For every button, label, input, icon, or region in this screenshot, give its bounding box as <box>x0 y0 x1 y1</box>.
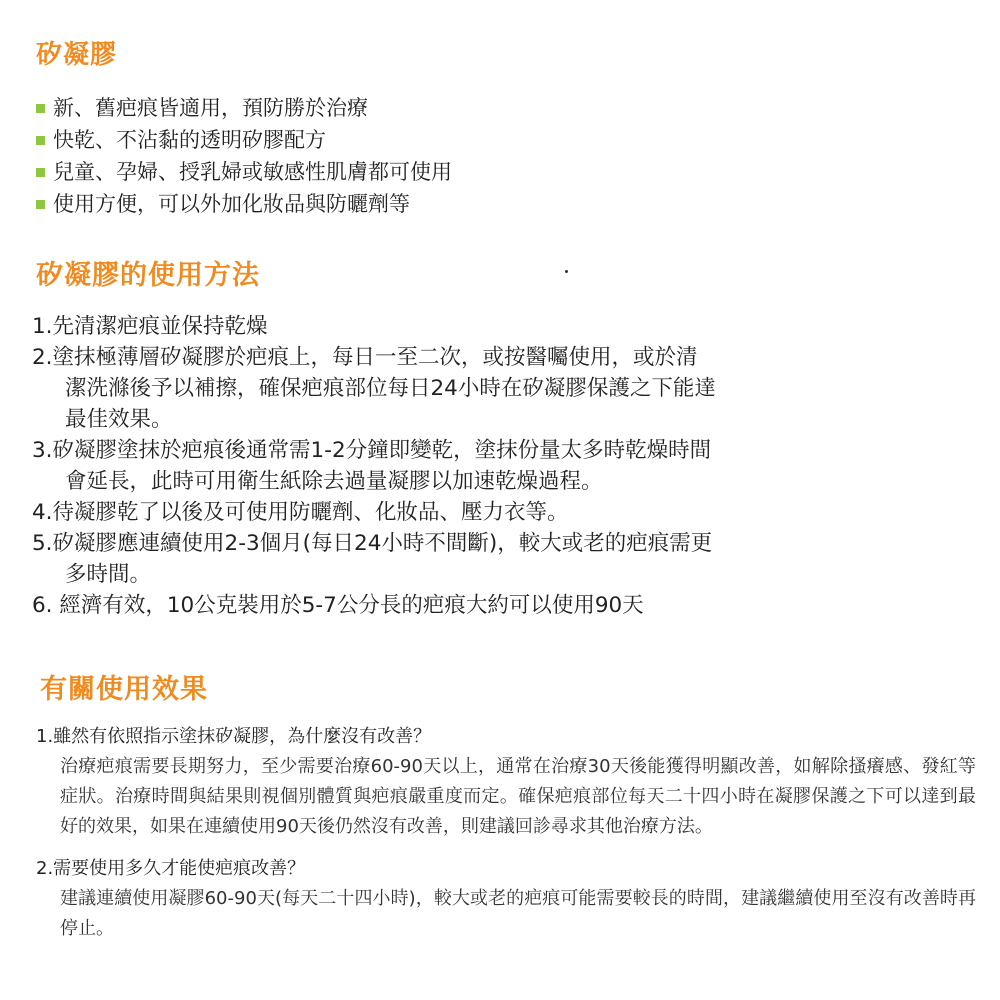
step-line: 2.塗抹極薄層矽凝膠於疤痕上，每日一至二次，或按醫囑使用，或於清 <box>32 345 698 370</box>
faq-answer: 建議連續使用凝膠60-90天(每天二十四小時)，較大或老的疤痕可能需要較長的時間，建議繼續使用至沒有改善時再停止。 <box>60 888 976 939</box>
feature-text: 使用方便，可以外加化妝品與防曬劑等 <box>53 192 410 216</box>
step-line: 4.待凝膠乾了以後及可使用防曬劑、化妝品、壓力衣等。 <box>32 500 569 525</box>
feature-item <box>36 92 452 124</box>
green-square-bullet-icon <box>36 200 45 209</box>
green-square-bullet-icon <box>36 168 45 177</box>
step-line: 1.先清潔疤痕並保持乾燥 <box>32 314 268 339</box>
step-line: 最佳效果。 <box>65 407 173 432</box>
usage-steps <box>32 311 932 621</box>
faq-question: 2.需要使用多久才能使疤痕改善？ <box>36 858 306 879</box>
step-line: 潔洗滌後予以補擦，確保疤痕部位每日24小時在矽凝膠保護之下能達 <box>65 376 716 401</box>
feature-text: 兒童、孕婦、授乳婦或敏感性肌膚都可使用 <box>53 160 452 184</box>
step-line: 6. 經濟有效，10公克裝用於5-7公分長的疤痕大約可以使用90天 <box>32 593 644 618</box>
step-line: 會延長，此時可用衛生紙除去過量凝膠以加速乾燥過程。 <box>65 469 603 494</box>
faq-list <box>36 722 976 944</box>
green-square-bullet-icon <box>36 104 45 113</box>
section-title-effects: 有關使用效果 <box>40 674 208 705</box>
feature-item <box>36 124 452 156</box>
usage-step <box>32 311 932 342</box>
usage-step <box>32 342 932 435</box>
feature-item <box>36 188 452 220</box>
usage-step <box>32 497 932 528</box>
feature-text: 快乾、不沾黏的透明矽膠配方 <box>53 128 326 152</box>
feature-list <box>36 92 452 220</box>
feature-text: 新、舊疤痕皆適用，預防勝於治療 <box>53 96 368 120</box>
stray-dot <box>565 270 568 273</box>
usage-step <box>32 435 932 497</box>
section-title-usage: 矽凝膠的使用方法 <box>36 260 260 291</box>
faq-question: 1.雖然有依照指示塗抹矽凝膠，為什麼沒有改善？ <box>36 726 432 747</box>
step-line: 多時間。 <box>65 562 152 587</box>
green-square-bullet-icon <box>36 136 45 145</box>
faq-answer: 治療疤痕需要長期努力，至少需要治療60-90天以上，通常在治療30天後能獲得明顯改善，如解除搔癢感、發紅等症狀。治療時間與結果則視個別體質與疤痕嚴重度而定。確保疤痕部位每天二十四小時在凝膠保護之下可以達到最好的效果，如果在連續使用90天後仍然沒有改善，則建議回診尋求其他治療方法。 <box>60 756 976 837</box>
section-title-silicone-gel: 矽凝膠 <box>36 40 118 70</box>
usage-step <box>32 528 932 590</box>
step-line: 5.矽凝膠應連續使用2-3個月(每日24小時不間斷)，較大或老的疤痕需更 <box>32 531 713 556</box>
usage-step <box>32 590 932 621</box>
step-line: 3.矽凝膠塗抹於疤痕後通常需1-2分鐘即變乾，塗抹份量太多時乾燥時間 <box>32 438 712 463</box>
feature-item <box>36 156 452 188</box>
